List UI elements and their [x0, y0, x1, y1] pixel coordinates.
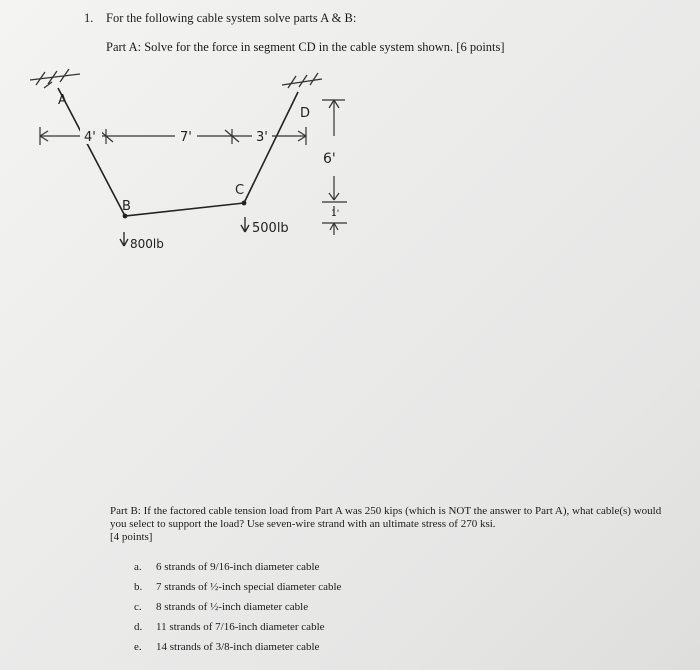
dim-cd-label: 3'	[256, 130, 268, 145]
part-a-text: Part A: Solve for the force in segment CD in the cable system shown. [6 points]	[106, 40, 505, 54]
cable	[58, 88, 298, 216]
node-c	[242, 201, 247, 206]
dim-sag-label: 1'	[331, 209, 340, 219]
label-b: B	[122, 199, 131, 214]
choice-letter: e.	[134, 641, 142, 653]
choice-letter: b.	[134, 581, 143, 593]
dim-height-label: 6'	[323, 151, 336, 167]
load-b-label: 800lb	[130, 237, 164, 251]
label-c: C	[235, 183, 245, 198]
choice-text: 11 strands of 7/16-inch diameter cable	[156, 621, 325, 633]
choice-letter: a.	[134, 561, 142, 573]
label-d: D	[300, 106, 311, 121]
load-c-label: 500lb	[252, 221, 289, 236]
support-a-hatch	[30, 69, 80, 88]
support-d-hatch	[282, 73, 322, 88]
choice-letter: d.	[134, 621, 143, 633]
part-b-text: Part B: If the factored cable tension load from Part A was 250 kips (which is NOT the answer to Part A), what cable(s) would you select to support the load? Use seven-wire strand with an ultimate stress of 270 ksi.	[110, 505, 662, 530]
dim-ab-label: 4'	[84, 130, 96, 145]
choice-text: 7 strands of ½-inch special diameter cable	[156, 581, 342, 593]
dim-bc-label: 7'	[180, 130, 192, 145]
choice-text: 14 strands of 3/8-inch diameter cable	[156, 641, 320, 653]
segment-cd	[244, 92, 298, 203]
choice-text: 8 strands of ½-inch diameter cable	[156, 601, 309, 613]
part-b-block	[110, 505, 670, 544]
segment-bc	[125, 203, 244, 216]
part-b-points: [4 points]	[110, 531, 153, 543]
question-number: 1.	[84, 11, 94, 25]
cable-system-diagram	[0, 60, 370, 260]
question-prompt: For the following cable system solve parts A & B:	[106, 11, 357, 25]
node-b	[123, 214, 128, 219]
choice-text: 6 strands of 9/16-inch diameter cable	[156, 561, 320, 573]
choice-letter: c.	[134, 601, 142, 613]
label-a: A	[58, 93, 67, 108]
segment-ab	[58, 88, 125, 216]
